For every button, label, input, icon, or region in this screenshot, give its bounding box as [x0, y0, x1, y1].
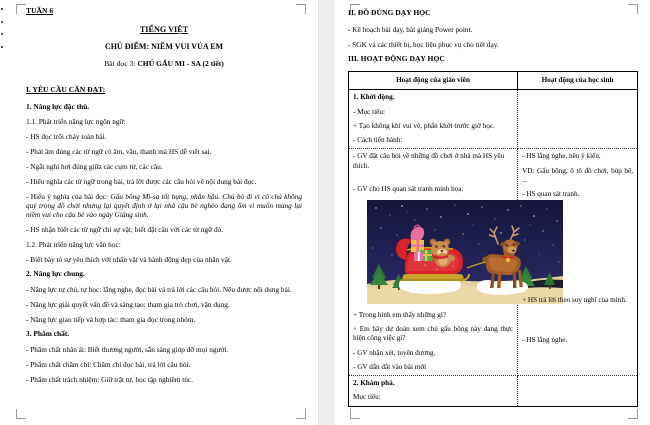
- student-listen-opinion: - HS lắng nghe, nêu ý kiến.: [522, 152, 601, 161]
- activity-method-label: - Cách tiến hành:: [353, 136, 403, 145]
- student-listen: - HS lắng nghe.: [522, 336, 568, 345]
- bullet-kindness: - Phẩm chất nhân ái: Biết thương người, sẵn sàng giúp đỡ mọi người.: [26, 344, 229, 354]
- teacher-question-guess: + Em hãy dự đoán xem chú gấu bông này đang thực hiện công việc gì?: [353, 325, 514, 343]
- bullet-literary: - Biết bày tỏ sự yêu thích với nhân vật và hành động đẹp của nhân vật.: [26, 254, 232, 264]
- bullet-meaning-italic: Gấu bông Mi-sa tốt bụng, nhân hậu. Chú bỏ đi vì cô chủ không quý trọng đồ chơi nhưng lại quyết định ở lại nhà cậu bé nghèo đang ốm vì muốn mang lại niềm vui cho cậu bé vào ngày Giáng sinh.: [26, 191, 302, 220]
- bullet-responsibility: - Phẩm chất trách nhiệm: Giữ trật tự, học tập nghiêm túc.: [26, 374, 193, 384]
- heading-1-1: 1.1. Phát triển năng lực ngôn ngữ:: [26, 117, 126, 127]
- bullet-nouns: - HS nhận biết các từ ngữ chỉ sự vật; biết đặt câu với các từ ngữ đó.: [26, 224, 224, 234]
- theme-title: CHỦ ĐIỂM: NIỀM VUI VỦA EM: [104, 42, 224, 52]
- bullet-read-fluently: - HS đọc trôi chảy toàn bài.: [26, 132, 107, 142]
- teacher-feedback: - GV nhận xét, tuyên dương.: [353, 348, 436, 357]
- crop-mark-top-left: [16, 4, 26, 14]
- crop-mark-bottom-left: [16, 409, 26, 419]
- cell-teacher-warmup: [349, 90, 518, 149]
- edge-dot: [1, 33, 3, 35]
- section-heading-iii: III. HOẠT ĐỘNG DẠY HỌC: [348, 54, 445, 64]
- christmas-sleigh-illustration: [367, 200, 563, 304]
- illustration-figure: [367, 200, 513, 304]
- teacher-question-what-see: + Trong hình em thấy những gì?: [353, 310, 447, 319]
- spacer: [522, 310, 633, 336]
- bullet-meaning: [26, 192, 302, 220]
- table-row: [349, 376, 638, 406]
- crop-mark-bottom-right: [628, 409, 638, 419]
- lesson-title: [26, 59, 302, 69]
- bullet-vocabulary: - Hiểu nghĩa các từ ngữ trong bài, trả lời được các câu hỏi về nội dung bài đọc.: [26, 176, 257, 186]
- edge-marker-dots: [1, 8, 5, 48]
- bullet-pause: - Ngắt nghỉ hơi đúng giữa các cụm từ, các câu.: [26, 161, 163, 171]
- bullet-meaning-lead: - Hiểu ý nghĩa của bài đọc:: [26, 191, 111, 201]
- heading-2: 2. Năng lực chung.: [26, 269, 85, 279]
- lesson-title-name: CHÚ GẤU MI - SA (2 tiết): [137, 59, 224, 69]
- edge-dot: [1, 21, 3, 23]
- spacer: [353, 176, 513, 185]
- crop-mark-bottom-right: [296, 409, 306, 419]
- cell-student-warmup: [518, 90, 638, 149]
- crop-mark-bottom-left: [350, 409, 360, 419]
- subject-title: TIẾNG VIỆT: [139, 24, 189, 34]
- cell-student-explore: [518, 376, 638, 406]
- activity-objective-label: - Mục tiêu:: [353, 107, 385, 116]
- edge-dot: [1, 46, 3, 48]
- section-heading-i: I. YÊU CẦU CẦN ĐẠT:: [26, 85, 106, 95]
- bullet-diligence: - Phẩm chất chăm chỉ: Chăm chỉ đọc bài, trả lời câu hỏi.: [26, 359, 191, 369]
- teaching-activities-table: [348, 71, 638, 406]
- header-student-activity: Hoạt động của học sinh: [518, 72, 638, 90]
- table-header-row: [349, 72, 638, 90]
- edge-dot: [1, 8, 3, 10]
- heading-1: 1. Năng lực đặc thù.: [26, 101, 90, 111]
- bullet-self-study: - Năng lực tự chủ, tự học: lắng nghe, đọc bài và trả lời các câu hỏi. Nêu được nội dung bài.: [26, 284, 292, 294]
- teacher-question-toys: - GV đặt câu hỏi về những đồ chơi ở nhà mà HS yêu thích.: [353, 152, 505, 170]
- teacher-lead-in: - GV dẫn dắt vào bài mới: [353, 362, 427, 371]
- heading-3: 3. Phẩm chất.: [26, 329, 70, 339]
- heading-1-2: 1.2. Phát triển năng lực văn học:: [26, 239, 121, 249]
- student-answer-thoughts: + HS trả lời theo suy nghĩ của mình.: [522, 296, 627, 305]
- bullet-pronounce: - Phát âm đúng các từ ngữ có âm, vần, thanh mà HS dễ viết sai.: [26, 147, 212, 157]
- page-right: [334, 0, 650, 425]
- student-observe-picture: - HS quan sát tranh.: [522, 189, 580, 198]
- explore-objective-label: Mục tiêu:: [353, 393, 381, 402]
- page-gutter: [318, 0, 334, 425]
- activity-heading-1: 1. Khởi động.: [353, 93, 395, 102]
- activity-objective-item: + Tạo không khí vui vẻ, phấn khởi trước giờ học.: [353, 121, 495, 130]
- cell-teacher-main: [349, 149, 518, 376]
- bullet-textbook: - SGK và các thiết bị, học liệu phục vụ cho tiết dạy.: [348, 39, 499, 49]
- table-row: [349, 149, 638, 376]
- header-teacher-activity: Hoạt động của giáo viên: [349, 72, 518, 90]
- bullet-communication: - Năng lực giao tiếp và hợp tác: tham gia đọc trong nhóm.: [26, 314, 196, 324]
- week-heading: TUẦN 6: [26, 6, 54, 15]
- activity-heading-2: 2. Khám phá.: [353, 379, 395, 388]
- cell-teacher-explore: [349, 376, 518, 406]
- student-examples: VD: Gấu bông, ô tô đồ chơi, búp bê, ...: [522, 166, 633, 184]
- table-row: [349, 90, 638, 149]
- teacher-show-picture: - GV cho HS quan sát tranh minh họa:: [353, 184, 464, 193]
- bullet-problem-solving: - Năng lực giải quyết vấn đề và sáng tạo: tham gia trò chơi, vận dụng.: [26, 299, 230, 309]
- lesson-title-prefix: Bài đọc 3:: [104, 59, 138, 69]
- bullet-lesson-plan: - Kế hoạch bài dạy, bài giảng Power point.: [348, 24, 473, 34]
- page-left: [0, 0, 318, 425]
- section-heading-ii: II. ĐỒ DÙNG DẠY HỌC: [348, 8, 431, 17]
